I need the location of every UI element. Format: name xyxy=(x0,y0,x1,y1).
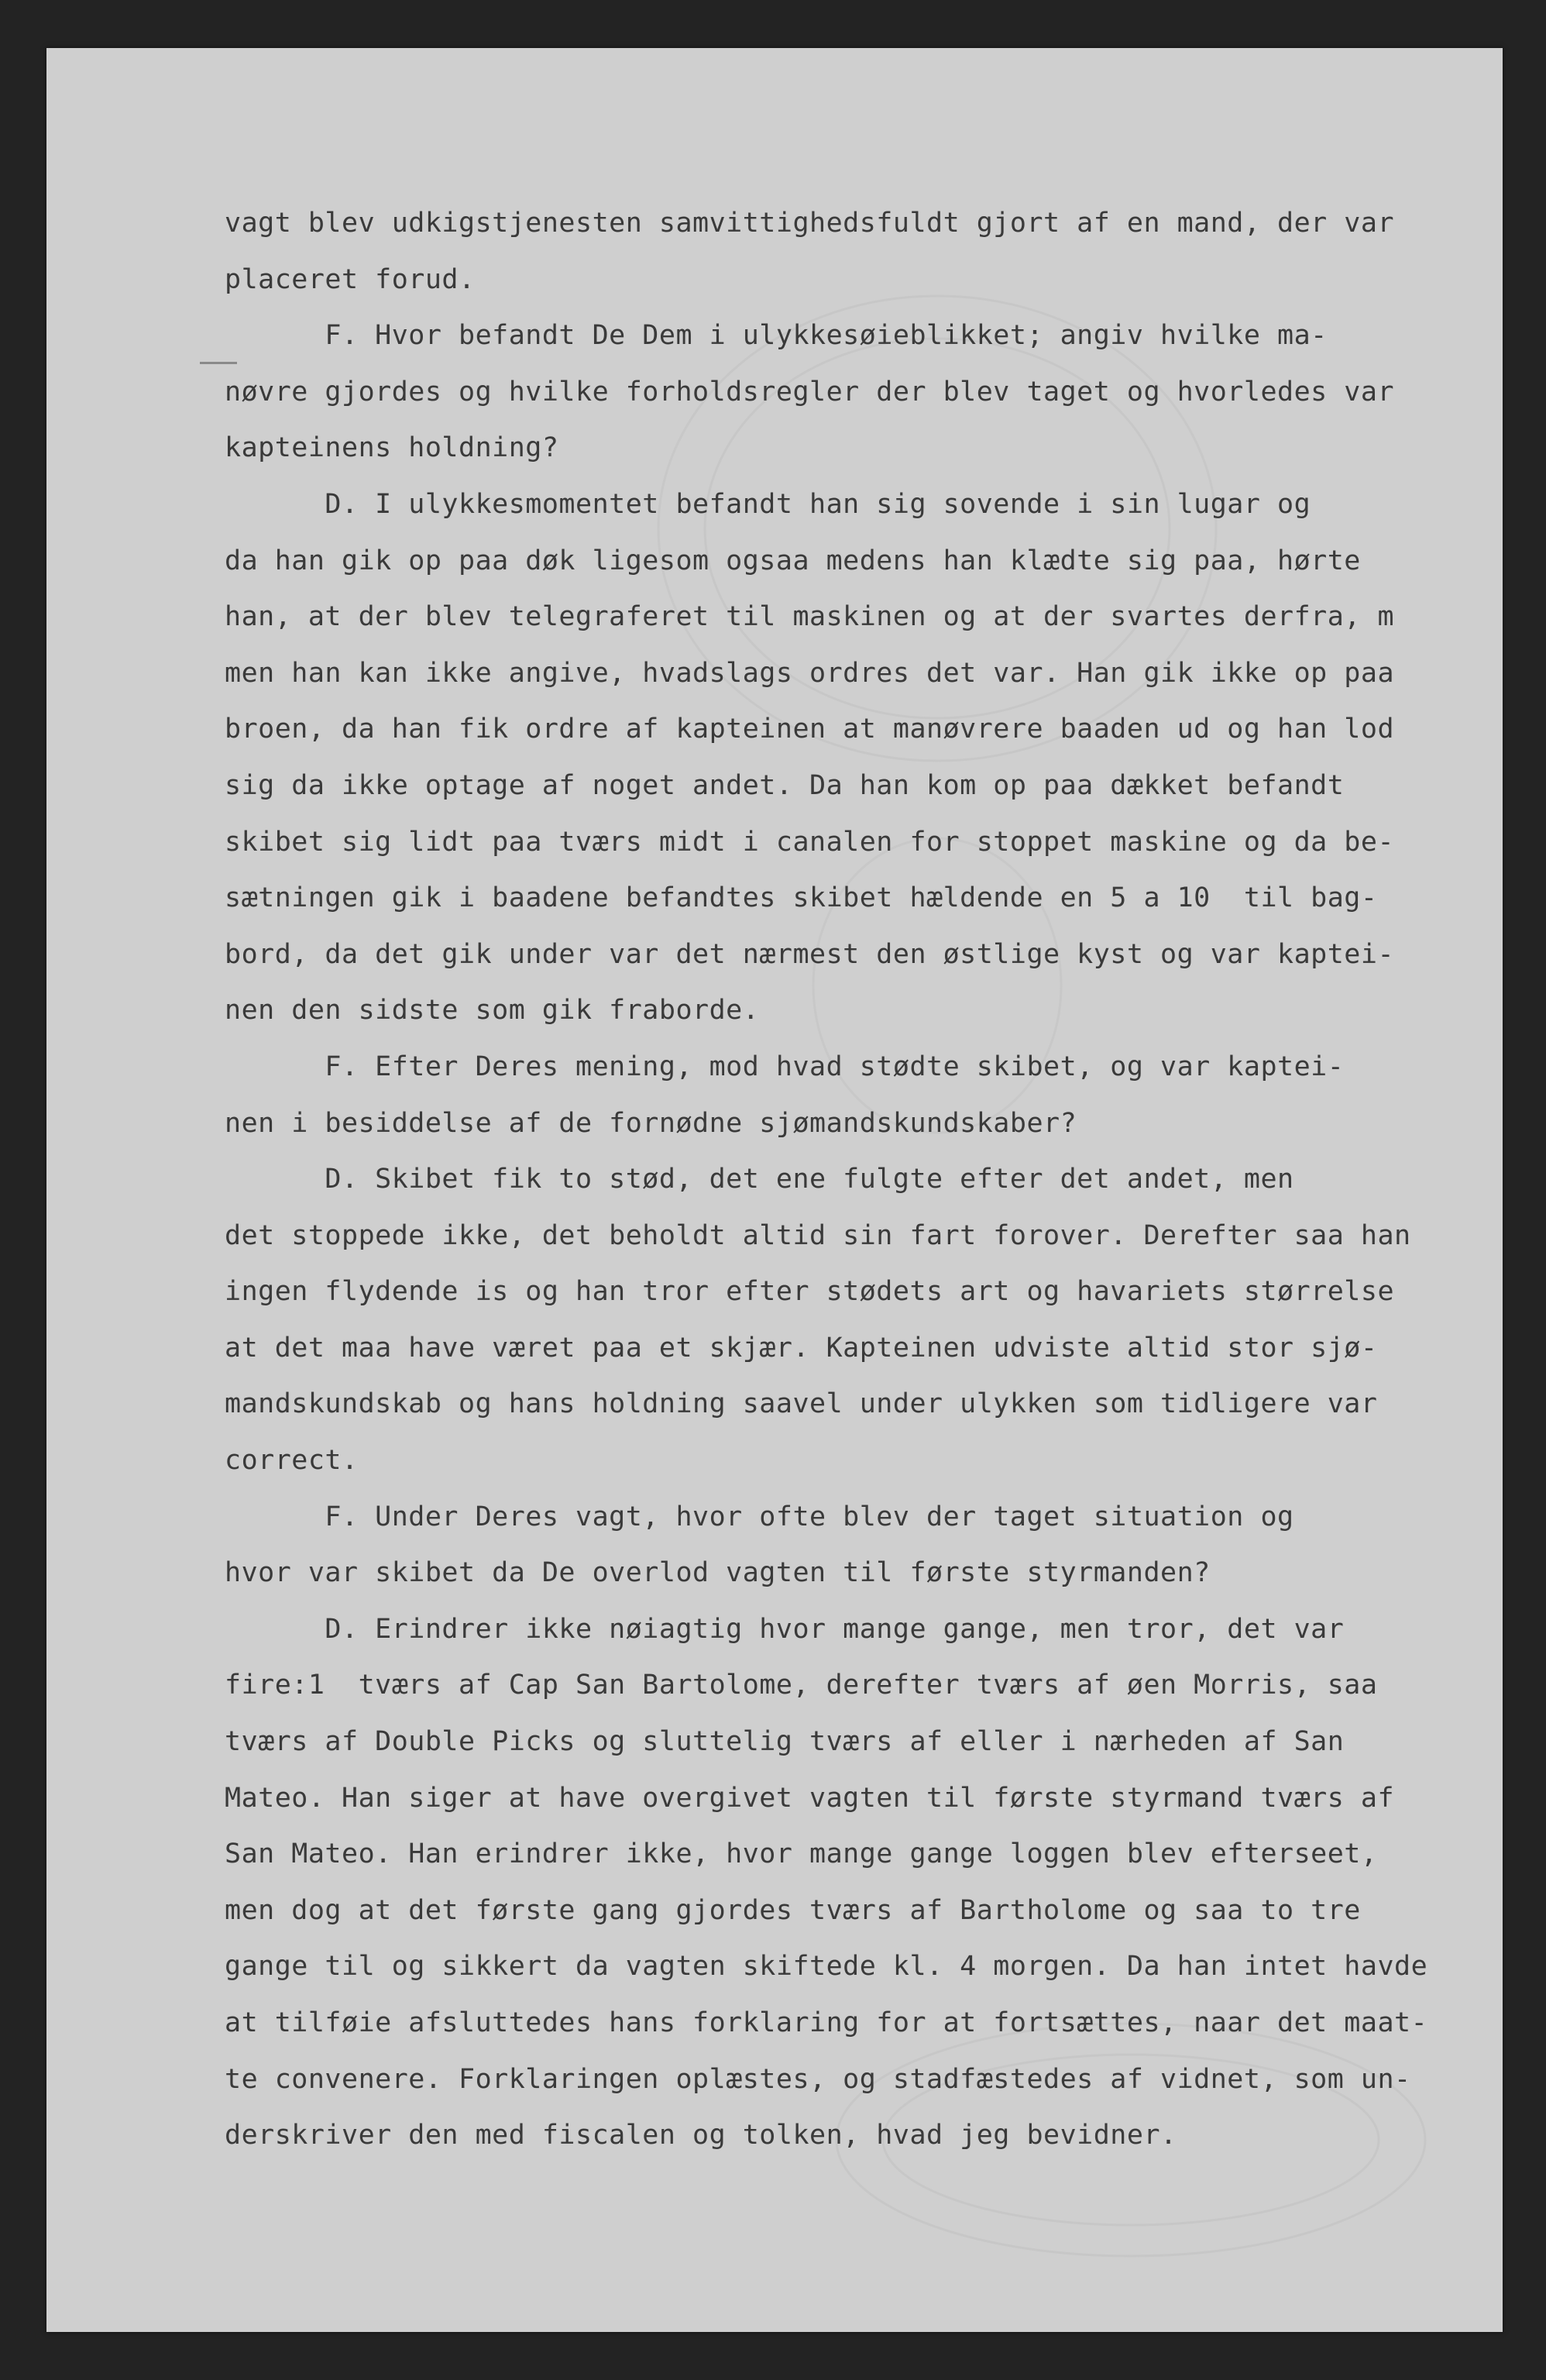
text-line: da han gik op paa døk ligesom ogsaa medens han klædte sig paa, hørte xyxy=(225,545,1361,576)
text-line: hvor var skibet da De overlod vagten til første styrmanden? xyxy=(225,1557,1211,1589)
text-line: D. I ulykkesmomentet befandt han sig sovende i sin lugar og xyxy=(225,488,1311,520)
text-line: nen i besiddelse af de fornødne sjømandskundskaber? xyxy=(225,1107,1077,1139)
text-line: broen, da han fik ordre af kapteinen at manøvrere baaden ud og han lod xyxy=(225,714,1395,745)
text-line: te convenere. Forklaringen oplæstes, og stadfæstedes af vidnet, som un- xyxy=(225,2063,1411,2095)
text-line: San Mateo. Han erindrer ikke, hvor mange gange loggen blev efterseet, xyxy=(225,1838,1378,1870)
text-line: D. Erindrer ikke nøiagtig hvor mange gange, men tror, det var xyxy=(225,1613,1345,1645)
text-line: D. Skibet fik to stød, det ene fulgte efter det andet, men xyxy=(225,1164,1294,1195)
text-line: fire:1 tværs af Cap San Bartolome, derefter tværs af øen Morris, saa xyxy=(225,1670,1378,1701)
text-line: F. Under Deres vagt, hvor ofte blev der taget situation og xyxy=(225,1501,1294,1532)
text-line: ingen flydende is og han tror efter stødets art og havariets størrelse xyxy=(225,1276,1395,1308)
text-line: F. Efter Deres mening, mod hvad stødte skibet, og var kaptei- xyxy=(225,1051,1345,1082)
text-line: gange til og sikkert da vagten skiftede kl. 4 morgen. Da han intet havde xyxy=(225,1951,1428,1983)
text-line: han, at der blev telegraferet til maskinen og at der svartes derfra, m xyxy=(225,601,1395,633)
text-line: tværs af Double Picks og sluttelig tværs af eller i nærheden af San xyxy=(225,1726,1345,1758)
text-line: nøvre gjordes og hvilke forholdsregler der blev taget og hvorledes var xyxy=(225,376,1395,408)
text-line: at det maa have været paa et skjær. Kapteinen udviste altid stor sjø- xyxy=(225,1332,1378,1364)
text-line: skibet sig lidt paa tværs midt i canalen for stoppet maskine og da be- xyxy=(225,826,1395,858)
text-line: vagt blev udkigstjenesten samvittighedsfuldt gjort af en mand, der var xyxy=(225,208,1395,239)
text-line: correct. xyxy=(225,1445,359,1477)
text-line: sætningen gik i baadene befandtes skibet hældende en 5 a 10 til bag- xyxy=(225,882,1378,914)
text-line: sig da ikke optage af noget andet. Da han kom op paa dækket befandt xyxy=(225,769,1345,801)
text-line: kapteinens holdning? xyxy=(225,432,559,464)
text-line: det stoppede ikke, det beholdt altid sin fart forover. Derefter saa han xyxy=(225,1219,1411,1251)
document-sheet xyxy=(46,48,1503,2332)
text-line: nen den sidste som gik fraborde. xyxy=(225,995,760,1027)
text-line: mandskundskab og hans holdning saavel under ulykken som tidligere var xyxy=(225,1388,1378,1420)
text-line: bord, da det gik under var det nærmest den østlige kyst og var kaptei- xyxy=(225,938,1395,970)
text-line: at tilføie afsluttedes hans forklaring for at fortsættes, naar det maat- xyxy=(225,2007,1428,2038)
document-body xyxy=(225,195,1518,2164)
text-line: derskriver den med fiscalen og tolken, hvad jeg bevidner. xyxy=(225,2120,1177,2151)
text-line: Mateo. Han siger at have overgivet vagten til første styrmand tværs af xyxy=(225,1782,1395,1814)
text-line: men han kan ikke angive, hvadslags ordres det var. Han gik ikke op paa xyxy=(225,657,1395,689)
text-line: F. Hvor befandt De Dem i ulykkesøieblikket; angiv hvilke ma- xyxy=(225,320,1328,352)
text-line: men dog at det første gang gjordes tværs af Bartholome og saa to tre xyxy=(225,1894,1361,1926)
text-line: placeret forud. xyxy=(225,263,476,295)
